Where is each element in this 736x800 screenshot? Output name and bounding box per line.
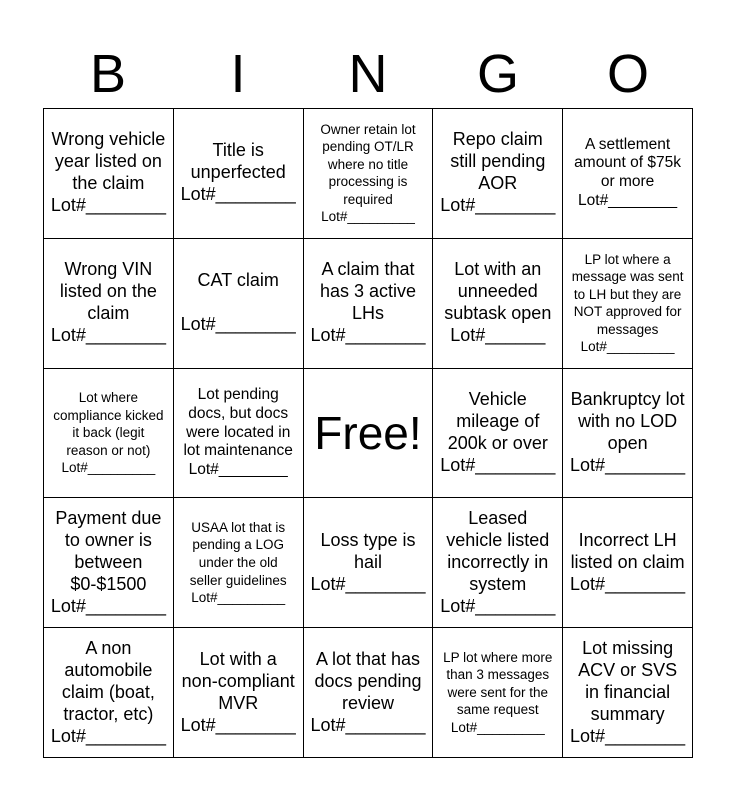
cell-text: Incorrect LH listed on claim Lot#________ bbox=[570, 529, 686, 594]
cell-text: Vehicle mileage of 200k or over Lot#________ bbox=[440, 389, 556, 475]
cell-text: Wrong vehicle year listed on the claim Lot#________ bbox=[50, 129, 166, 216]
bingo-header bbox=[43, 40, 693, 108]
bingo-cell-r5-c1[interactable] bbox=[44, 628, 174, 758]
header-letter-o: O bbox=[606, 44, 649, 104]
cell-text: A settlement amount of $75k or more Lot#________ bbox=[574, 135, 682, 210]
header-letter-b: B bbox=[89, 44, 127, 104]
cell-text: Leased vehicle listed incorrectly in system Lot#________ bbox=[440, 507, 556, 616]
bingo-cell-r2-c1[interactable] bbox=[44, 239, 174, 369]
cell-text: A non automobile claim (boat, tractor, etc) Lot#________ bbox=[50, 637, 166, 746]
bingo-cell-r3-c5[interactable] bbox=[563, 369, 693, 499]
bingo-board bbox=[43, 108, 693, 758]
cell-text: A lot that has docs pending review Lot#________ bbox=[310, 648, 426, 735]
bingo-cell-r5-c3[interactable] bbox=[304, 628, 434, 758]
bingo-cell-r1-c2[interactable] bbox=[174, 109, 304, 239]
bingo-cell-r1-c4[interactable] bbox=[433, 109, 563, 239]
free-space-label: Free! bbox=[314, 406, 422, 459]
cell-text: Payment due to owner is between $0-$1500 Lot#________ bbox=[50, 507, 166, 616]
cell-text: LP lot where a message was sent to LH but they are NOT approved for messages Lot#_________ bbox=[571, 251, 684, 355]
bingo-cell-r4-c3[interactable] bbox=[304, 498, 434, 628]
header-letter-g: G bbox=[476, 44, 519, 104]
cell-text: Lot missing ACV or SVS in financial summary Lot#________ bbox=[570, 637, 686, 746]
bingo-cell-r4-c1[interactable] bbox=[44, 498, 174, 628]
bingo-cell-free[interactable] bbox=[304, 369, 434, 499]
cell-text: Owner retain lot pending OT/LR where no title processing is required Lot#_________ bbox=[320, 121, 416, 225]
header-letter-i: I bbox=[230, 44, 246, 104]
cell-text: Lot where compliance kicked it back (legit reason or not) Lot#_________ bbox=[53, 390, 164, 476]
bingo-cell-r1-c3[interactable] bbox=[304, 109, 434, 239]
cell-text: Lot with an unneeded subtask open Lot#______ bbox=[444, 259, 552, 346]
cell-text: A claim that has 3 active LHs Lot#________ bbox=[310, 259, 426, 346]
bingo-cell-r4-c2[interactable] bbox=[174, 498, 304, 628]
cell-text: Repo claim still pending AOR Lot#________ bbox=[440, 129, 556, 216]
bingo-cell-r5-c5[interactable] bbox=[563, 628, 693, 758]
bingo-cell-r5-c4[interactable] bbox=[433, 628, 563, 758]
bingo-cell-r2-c3[interactable] bbox=[304, 239, 434, 369]
cell-text: Bankruptcy lot with no LOD open Lot#________ bbox=[570, 389, 686, 475]
bingo-cell-r3-c1[interactable] bbox=[44, 369, 174, 499]
bingo-cell-r3-c2[interactable] bbox=[174, 369, 304, 499]
cell-text: Lot with a non-compliant MVR Lot#________ bbox=[180, 648, 296, 735]
bingo-cell-r2-c5[interactable] bbox=[563, 239, 693, 369]
bingo-cell-r5-c2[interactable] bbox=[174, 628, 304, 758]
cell-text: Wrong VIN listed on the claim Lot#________ bbox=[50, 259, 166, 346]
cell-text: CAT claim Lot#________ bbox=[180, 270, 296, 335]
cell-text: Lot pending docs, but docs were located in lot maintenance Lot#________ bbox=[183, 385, 293, 479]
bingo-cell-r2-c2[interactable] bbox=[174, 239, 304, 369]
cell-text: LP lot where more than 3 messages were sent for the same request Lot#_________ bbox=[443, 649, 553, 735]
header-letter-n: N bbox=[348, 44, 388, 104]
bingo-cell-r3-c4[interactable] bbox=[433, 369, 563, 499]
cell-text: Title is unperfected Lot#________ bbox=[180, 140, 296, 205]
bingo-cell-r4-c5[interactable] bbox=[563, 498, 693, 628]
bingo-cell-r1-c1[interactable] bbox=[44, 109, 174, 239]
bingo-cell-r2-c4[interactable] bbox=[433, 239, 563, 369]
bingo-cell-r1-c5[interactable] bbox=[563, 109, 693, 239]
bingo-cell-r4-c4[interactable] bbox=[433, 498, 563, 628]
cell-text: USAA lot that is pending a LOG under the old seller guidelines Lot#_________ bbox=[189, 519, 287, 606]
cell-text: Loss type is hail Lot#________ bbox=[310, 529, 426, 594]
